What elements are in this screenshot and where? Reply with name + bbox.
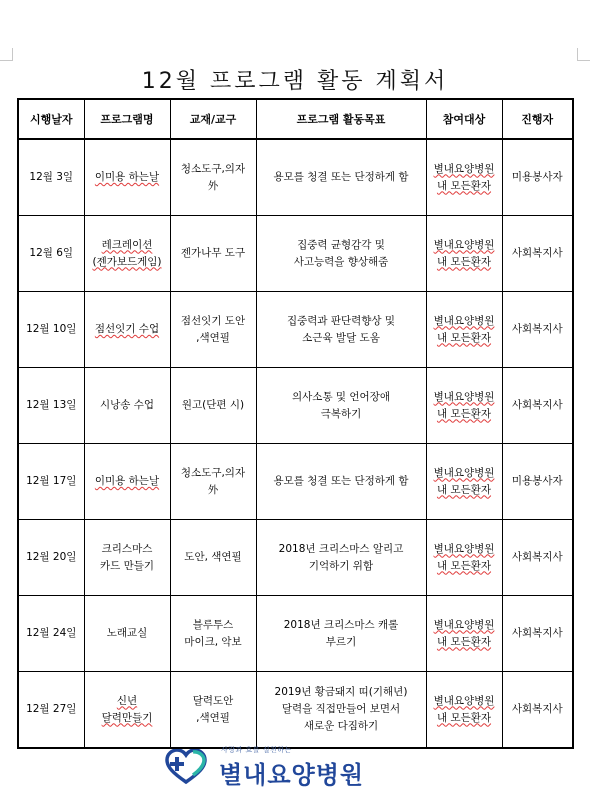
cell-target-line: 내 모든환자 xyxy=(436,407,492,420)
cell-goal-line: 의사소통 및 언어장애 xyxy=(292,390,390,403)
page-corner-mark-right xyxy=(577,48,590,61)
cell-host: 사회복지사 xyxy=(502,216,573,292)
cell-materials xyxy=(170,672,256,749)
cell-goal xyxy=(256,216,426,292)
cell-goal-line: 2019년 황금돼지 띠(기해년) xyxy=(274,686,408,698)
cell-target xyxy=(426,596,502,672)
cell-program-line: 신년 xyxy=(116,694,138,707)
cell-host: 사회복지사 xyxy=(502,292,573,368)
activity-plan-table xyxy=(17,98,574,749)
table-row xyxy=(18,672,573,749)
cell-target xyxy=(426,368,502,444)
cell-target-line: 별내요양병원 xyxy=(433,314,495,327)
cell-materials-line: 청소도구,의자 xyxy=(180,162,246,175)
cell-host: 미용봉사자 xyxy=(502,139,573,216)
cell-target xyxy=(426,672,502,749)
cell-goal-line: 2018년 크리스마스 캐롤 xyxy=(283,618,399,631)
cell-goal-line: 달력을 직접만들어 보면서 xyxy=(281,703,401,715)
cell-materials-line: 外 xyxy=(207,179,219,192)
cell-materials-line: 마이크, 악보 xyxy=(184,635,242,648)
cell-date: 12월 10일 xyxy=(18,292,84,368)
cell-target-line: 별내요양병원 xyxy=(433,618,495,631)
cell-program-line: 카드 만들기 xyxy=(99,559,155,572)
cell-program-line: 이미용 하는날 xyxy=(94,171,160,183)
header-host: 진행자 xyxy=(502,99,573,139)
hospital-logo xyxy=(165,745,395,787)
cell-goal xyxy=(256,520,426,596)
logo-hospital-name: 별내요양병원 xyxy=(219,761,365,789)
cell-program xyxy=(84,596,170,672)
table-row xyxy=(18,444,573,520)
cell-program-line: 점선잇기 수업 xyxy=(94,323,160,335)
cell-goal xyxy=(256,444,426,520)
cell-goal xyxy=(256,368,426,444)
cell-host: 미용봉사자 xyxy=(502,444,573,520)
cell-target-line: 내 모든환자 xyxy=(436,711,492,724)
cell-goal-line: 집중력과 판단력향상 및 xyxy=(286,314,396,327)
cell-goal-line: 용모를 청결 또는 단정하게 함 xyxy=(273,475,409,487)
cell-date: 12월 13일 xyxy=(18,368,84,444)
header-target: 참여대상 xyxy=(426,99,502,139)
cell-target xyxy=(426,139,502,216)
cell-date: 12월 27일 xyxy=(18,672,84,749)
cell-program-line: 달력만들기 xyxy=(101,711,153,724)
cell-host: 사회복지사 xyxy=(502,520,573,596)
page-title: 12월 프로그램 활동 계획서 xyxy=(141,69,449,94)
cell-materials-line: 점선잇기 도안 xyxy=(180,314,246,327)
cell-target-line: 별내요양병원 xyxy=(433,542,495,555)
cell-target-line: 내 모든환자 xyxy=(436,255,492,268)
cell-materials-line: 젠가나무 도구 xyxy=(180,247,246,259)
cell-goal-line: 소근육 발달 도움 xyxy=(302,331,380,344)
cell-materials xyxy=(170,444,256,520)
cell-materials-line: 원고(단편 시) xyxy=(181,399,245,411)
cell-goal-line: 새로운 다짐하기 xyxy=(303,720,379,732)
cell-materials-line: 블루투스 xyxy=(192,618,234,631)
cell-program-line: 크리스마스 xyxy=(101,542,153,555)
cell-materials-line: ,색연필 xyxy=(196,331,230,344)
cell-date: 12월 6일 xyxy=(18,216,84,292)
cell-target-line: 내 모든환자 xyxy=(436,331,492,344)
cell-goal-line: 부르기 xyxy=(325,635,357,648)
cell-goal-line: 집중력 균형감각 및 xyxy=(297,238,385,251)
cell-program xyxy=(84,520,170,596)
table-row xyxy=(18,368,573,444)
cell-materials-line: 청소도구,의자 xyxy=(180,466,246,479)
cell-materials xyxy=(170,292,256,368)
cell-materials-line: 달력도안 xyxy=(192,694,234,707)
cell-goal xyxy=(256,139,426,216)
cell-target-line: 별내요양병원 xyxy=(433,162,495,175)
cell-goal-line: 사고능력을 향상해줌 xyxy=(293,255,389,268)
cell-date: 12월 17일 xyxy=(18,444,84,520)
header-goal: 프로그램 활동목표 xyxy=(256,99,426,139)
cell-goal xyxy=(256,596,426,672)
cell-program-line: 시낭송 수업 xyxy=(99,399,155,411)
cell-program-line: 이미용 하는날 xyxy=(94,475,160,487)
cell-date: 12월 3일 xyxy=(18,139,84,216)
cell-materials-line: 外 xyxy=(207,483,219,496)
table-row xyxy=(18,292,573,368)
table-header-row xyxy=(18,99,573,139)
cell-materials xyxy=(170,139,256,216)
cell-target-line: 별내요양병원 xyxy=(433,390,495,403)
cell-materials-line: ,색연필 xyxy=(196,711,230,724)
cell-program-line: (젠가보드게임) xyxy=(92,255,162,268)
logo-tagline: 사랑과 효를 실천하는 xyxy=(221,746,292,754)
cell-target-line: 내 모든환자 xyxy=(436,559,492,572)
cell-program xyxy=(84,292,170,368)
cell-program-line: 레크레이션 xyxy=(101,238,153,251)
heart-cross-icon xyxy=(165,749,207,785)
cell-materials xyxy=(170,520,256,596)
cell-target-line: 별내요양병원 xyxy=(433,238,495,251)
cell-target-line: 별내요양병원 xyxy=(433,694,495,707)
cell-target xyxy=(426,216,502,292)
cell-target-line: 내 모든환자 xyxy=(436,635,492,648)
table-row xyxy=(18,139,573,216)
table-row xyxy=(18,216,573,292)
cell-goal-line: 용모를 청결 또는 단정하게 함 xyxy=(273,171,409,183)
page-corner-mark-left xyxy=(0,48,13,61)
cell-date: 12월 20일 xyxy=(18,520,84,596)
table-row xyxy=(18,596,573,672)
cell-target xyxy=(426,292,502,368)
cell-program-line: 노래교실 xyxy=(106,627,148,639)
cell-materials xyxy=(170,368,256,444)
cell-host: 사회복지사 xyxy=(502,596,573,672)
cell-host: 사회복지사 xyxy=(502,672,573,749)
cell-goal-line: 극복하기 xyxy=(320,407,362,420)
cell-materials-line: 도안, 색연필 xyxy=(184,551,242,563)
cell-host: 사회복지사 xyxy=(502,368,573,444)
cell-goal xyxy=(256,672,426,749)
cell-program xyxy=(84,672,170,749)
cell-materials xyxy=(170,596,256,672)
cell-target xyxy=(426,520,502,596)
header-materials: 교재/교구 xyxy=(170,99,256,139)
cell-target-line: 별내요양병원 xyxy=(433,466,495,479)
cell-target-line: 내 모든환자 xyxy=(436,483,492,496)
cell-target-line: 내 모든환자 xyxy=(436,179,492,192)
table-row xyxy=(18,520,573,596)
cell-goal xyxy=(256,292,426,368)
cell-target xyxy=(426,444,502,520)
cell-goal-line: 기억하기 위함 xyxy=(308,559,374,572)
cell-program xyxy=(84,368,170,444)
cell-program xyxy=(84,216,170,292)
cell-program xyxy=(84,139,170,216)
cell-goal-line: 2018년 크리스마스 알리고 xyxy=(278,542,404,555)
cell-materials xyxy=(170,216,256,292)
cell-date: 12월 24일 xyxy=(18,596,84,672)
cell-program xyxy=(84,444,170,520)
header-program: 프로그램명 xyxy=(84,99,170,139)
header-date: 시행날자 xyxy=(18,99,84,139)
